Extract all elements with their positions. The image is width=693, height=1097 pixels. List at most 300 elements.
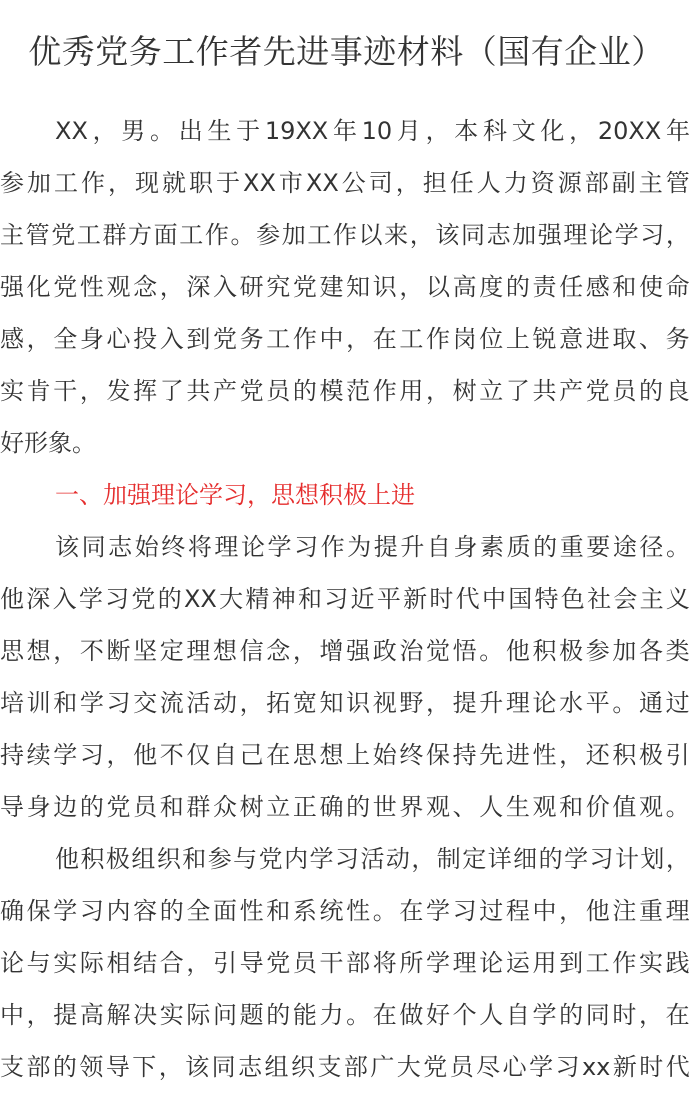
glyph: 工 [76,221,101,249]
glyph: 同 [211,1053,236,1081]
glyph: 习 [640,221,665,249]
glyph: 干 [319,949,344,977]
glyph: 支 [0,1053,24,1081]
glyph: 任 [449,169,474,197]
glyph: 模 [319,377,344,405]
glyph: 度 [479,273,504,301]
glyph: 知 [319,689,344,717]
glyph: 中 [319,325,344,353]
glyph: 理 [186,637,211,665]
glyph: 习 [589,845,614,873]
glyph: 现 [135,169,159,197]
glyph: 锐 [532,325,557,353]
glyph: 新 [612,1053,637,1081]
glyph: 该 [55,533,79,561]
glyph: 的 [559,1001,584,1029]
glyph: 结 [133,949,158,977]
glyph: 作 [372,377,397,405]
glyph: 学 [426,949,450,977]
glyph: 他 [55,845,79,873]
glyph: 10 [361,117,393,145]
glyph: 提 [53,1001,78,1029]
glyph: ， [186,949,211,977]
glyph: 理 [452,949,477,977]
glyph: 确 [319,793,344,821]
glyph: 提 [452,689,477,717]
glyph: 位 [479,325,504,353]
glyph: 习 [106,689,131,717]
glyph: 观 [639,793,663,821]
glyph: 众 [213,793,237,821]
glyph: 正 [292,793,317,821]
glyph: 性 [532,741,557,769]
glyph: 保 [426,741,450,769]
glyph: 心 [502,1053,527,1081]
glyph: 作 [332,221,357,249]
glyph: 以 [426,273,450,301]
glyph: 身 [453,533,478,561]
glyph: 参 [256,221,281,249]
glyph: 国 [508,585,533,613]
glyph: 宽 [292,689,317,717]
glyph: 践 [665,949,690,977]
glyph: 价 [585,793,610,821]
glyph: 化 [540,117,565,145]
glyph: 和 [182,845,207,873]
glyph: ， [399,273,424,301]
glyph: 为 [347,533,372,561]
glyph: 。 [372,897,397,925]
glyph: ， [639,1001,663,1029]
glyph: 该 [435,221,460,249]
glyph: 广 [370,1053,395,1081]
glyph: ， [26,1001,51,1029]
glyph: 该 [185,1053,210,1081]
glyph: 不 [79,637,104,665]
glyph: ， [108,169,132,197]
glyph: 党 [239,377,264,405]
glyph: 。 [150,117,174,145]
glyph: 决 [133,1001,158,1029]
glyph: 要 [586,533,611,561]
glyph: 理 [214,533,239,561]
glyph: 19XX [264,117,329,145]
glyph: 不 [159,741,184,769]
glyph: 持 [0,741,24,769]
glyph: 任 [559,273,584,301]
glyph: 导 [0,793,24,821]
glyph: 于 [216,169,240,197]
glyph: 先 [479,741,504,769]
glyph: 过 [479,897,504,925]
glyph: 学 [309,845,334,873]
glyph: 加 [281,221,306,249]
glyph: 究 [266,273,291,301]
glyph: 质 [506,533,531,561]
glyph: 。 [665,533,690,561]
glyph: 党 [266,949,291,977]
glyph: 群 [102,221,127,249]
glyph: 部 [343,1053,368,1081]
glyph: 部 [26,1053,51,1081]
glyph: 观 [106,273,131,301]
glyph: 党 [423,1053,448,1081]
glyph: 和 [612,273,637,301]
glyph: ， [158,1053,183,1081]
glyph: 进 [585,325,610,353]
glyph: 主 [0,221,24,249]
paragraph-line [0,1041,693,1093]
glyph: 性 [79,273,104,301]
glyph: 论 [479,949,504,977]
glyph: 党 [131,585,156,613]
glyph: 全 [53,325,78,353]
glyph: 交 [133,689,158,717]
glyph: 同 [585,1001,610,1029]
glyph: ， [79,377,104,405]
glyph: 党 [51,221,76,249]
glyph: ， [665,845,690,873]
glyph: 命 [665,273,690,301]
glyph: 部 [584,169,609,197]
glyph: 实 [159,1001,184,1029]
glyph: 入 [52,585,77,613]
glyph: 他 [585,897,610,925]
glyph: 他 [0,585,24,613]
glyph: 界 [399,793,424,821]
glyph: 产 [213,377,237,405]
glyph: 将 [372,949,397,977]
glyph: 党 [106,793,131,821]
glyph: 理 [563,221,588,249]
glyph: XX [243,169,276,197]
glyph: ， [559,897,584,925]
glyph: 使 [639,273,663,301]
glyph: 人 [479,1001,504,1029]
glyph: 资 [530,169,555,197]
glyph: 实 [639,949,663,977]
glyph: 产 [559,377,584,405]
glyph: 深 [26,585,51,613]
glyph: ， [425,117,450,145]
glyph: 和 [266,897,291,925]
glyph: ， [409,221,434,249]
glyph: 尽 [476,1053,501,1081]
glyph: 年 [332,117,357,145]
glyph: 生 [505,793,530,821]
glyph: ， [346,325,371,353]
glyph: 工 [585,949,610,977]
glyph: 思 [0,637,24,665]
glyph: 习 [324,585,349,613]
glyph: 的 [159,897,184,925]
glyph: 全 [186,897,211,925]
glyph: 岗 [452,325,477,353]
glyph: 20XX [597,117,662,145]
glyph: 断 [106,637,131,665]
glyph: 政 [372,637,397,665]
glyph: 高 [452,273,477,301]
glyph: 强 [0,273,24,301]
glyph: 学 [78,585,103,613]
glyph: 进 [505,741,530,769]
glyph: 始 [134,533,159,561]
glyph: 源 [557,169,582,197]
glyph: 、 [452,793,477,821]
glyph: 学 [426,897,450,925]
glyph: 深 [186,273,211,301]
glyph: 组 [264,1053,289,1081]
glyph: 视 [372,689,397,717]
glyph: 重 [639,897,663,925]
glyph: 内 [284,845,309,873]
glyph: 员 [449,1053,474,1081]
glyph: 干 [53,377,78,405]
glyph: 立 [266,793,291,821]
glyph: 性 [239,897,264,925]
glyph: 作 [426,325,450,353]
glyph: xx [581,1053,611,1081]
glyph: 科 [483,117,507,145]
glyph: 个 [452,1001,477,1029]
glyph: 中 [532,897,557,925]
glyph: 织 [290,1053,315,1081]
glyph: 坚 [133,637,158,665]
glyph: 识 [346,689,371,717]
glyph: 了 [505,377,530,405]
glyph: 肯 [26,377,51,405]
glyph: 水 [559,689,584,717]
glyph: 运 [505,949,530,977]
glyph: 论 [589,221,614,249]
glyph: 学 [53,897,78,925]
glyph: 极 [639,741,663,769]
glyph: 划 [640,845,665,873]
glyph: 。 [230,221,255,249]
glyph: 学 [529,1053,554,1081]
glyph: 特 [534,585,559,613]
glyph: 党 [53,273,78,301]
glyph: 终 [161,533,186,561]
glyph: 市 [278,169,303,197]
glyph: 在 [372,325,397,353]
glyph: ， [292,637,317,665]
glyph: 积 [532,637,557,665]
glyph: 身 [26,793,51,821]
glyph: 时 [639,1053,664,1081]
glyph: 世 [372,793,397,821]
glyph: 通 [639,689,663,717]
paragraph-line [0,365,693,417]
glyph: 作 [81,169,105,197]
glyph: 做 [399,1001,424,1029]
paragraph-line [0,677,693,729]
glyph: 党 [585,377,610,405]
glyph: 群 [186,793,211,821]
glyph: ， [92,117,117,145]
glyph: 习 [334,845,359,873]
document-title: 优秀党务工作者先进事迹材料（国有企业） [28,32,665,71]
glyph: 加 [612,637,637,665]
glyph: 员 [266,377,291,405]
paragraph-line [0,625,693,677]
glyph: 大 [396,1053,421,1081]
glyph: 际 [79,949,104,977]
paragraph-line [0,729,693,781]
glyph: 和 [297,585,322,613]
glyph: 良 [665,377,690,405]
glyph: 在 [665,1001,690,1029]
glyph: 面 [153,221,178,249]
glyph: 共 [186,377,211,405]
glyph: 在 [266,741,291,769]
glyph: 极 [559,637,584,665]
glyph: 制 [436,845,461,873]
paragraph-line: 好形象。 [0,429,96,457]
glyph: XX [183,585,217,613]
glyph: 际 [186,1001,211,1029]
glyph: 发 [106,377,131,405]
paragraph-line [0,313,693,365]
glyph: 司 [368,169,393,197]
glyph: 习 [452,897,477,925]
paragraph-line [0,833,693,885]
glyph: 时 [429,585,454,613]
glyph: 边 [53,793,78,821]
glyph: XX [305,169,339,197]
glyph: 党 [292,273,317,301]
glyph: 志 [108,533,133,561]
glyph: 容 [133,897,158,925]
glyph: ， [395,169,420,197]
glyph: 识 [372,273,397,301]
glyph: 平 [376,585,401,613]
glyph: 作 [320,533,345,561]
glyph: 下 [132,1053,157,1081]
glyph: 观 [426,793,450,821]
glyph: 强 [346,637,371,665]
glyph: 提 [373,533,398,561]
glyph: XX [55,117,88,145]
glyph: 与 [233,845,258,873]
glyph: 党 [213,325,237,353]
glyph: 人 [476,169,501,197]
glyph: 主 [639,585,664,613]
glyph: 工 [179,221,204,249]
glyph: 中 [481,585,506,613]
glyph: 出 [178,117,203,145]
glyph: 工 [307,221,332,249]
glyph: 生 [207,117,232,145]
glyph: 用 [399,377,424,405]
glyph: 信 [239,637,264,665]
glyph: 的 [292,377,317,405]
glyph: 代 [455,585,480,613]
paragraph-line [0,573,693,625]
glyph: 径 [639,533,664,561]
glyph: 近 [350,585,375,613]
glyph: 的 [505,273,530,301]
glyph: 以 [358,221,383,249]
glyph: 色 [560,585,585,613]
glyph: 内 [106,897,131,925]
glyph: 问 [213,1001,237,1029]
glyph: 方 [128,221,153,249]
glyph: 副 [611,169,636,197]
glyph: 加 [27,169,51,197]
glyph: 觉 [426,637,450,665]
glyph: 解 [106,1001,131,1029]
paragraph-line [0,157,693,209]
glyph: 心 [106,325,131,353]
glyph: 活 [360,845,385,873]
glyph: 责 [532,273,557,301]
glyph: 文 [511,117,536,145]
glyph: 的 [157,585,182,613]
glyph: 值 [612,793,637,821]
glyph: 论 [240,533,265,561]
glyph: 仅 [186,741,211,769]
glyph: ， [106,741,131,769]
glyph: 导 [239,949,264,977]
paragraph-line [0,937,693,989]
glyph: ， [426,377,450,405]
glyph: 保 [26,897,51,925]
glyph: 社 [587,585,612,613]
glyph: 支 [317,1053,342,1081]
glyph: 员 [292,949,317,977]
glyph: 男 [121,117,146,145]
paragraph-line [0,521,693,573]
glyph: 好 [426,1001,450,1029]
glyph: 参 [0,169,24,197]
glyph: 的 [266,1001,291,1029]
glyph: 了 [159,377,184,405]
glyph: ， [53,637,78,665]
glyph: 本 [454,117,479,145]
glyph: 公 [341,169,366,197]
paragraph-line [0,885,693,937]
glyph: 学 [614,221,639,249]
glyph: ， [426,689,450,717]
glyph: 素 [480,533,504,561]
glyph: 习 [79,741,104,769]
glyph: 定 [462,845,487,873]
glyph: 领 [79,1053,104,1081]
glyph: 增 [319,637,344,665]
glyph: 始 [372,741,397,769]
glyph: 入 [159,325,184,353]
glyph: 习 [79,897,104,925]
glyph: 身 [79,325,104,353]
section-heading: 一、加强理论学习，思想积极上进 [55,481,415,509]
glyph: 升 [400,533,425,561]
glyph: 作 [292,325,317,353]
glyph: 极 [105,845,130,873]
glyph: 于 [236,117,261,145]
glyph: 参 [207,845,232,873]
glyph: 习 [555,1053,580,1081]
glyph: ， [411,845,436,873]
glyph: 中 [0,1001,24,1029]
glyph: 所 [399,949,424,977]
glyph: 学 [79,689,104,717]
glyph: 代 [665,1053,690,1081]
glyph: 动 [385,845,410,873]
paragraph-line [0,989,693,1041]
glyph: 和 [53,689,78,717]
glyph: 自 [213,741,237,769]
